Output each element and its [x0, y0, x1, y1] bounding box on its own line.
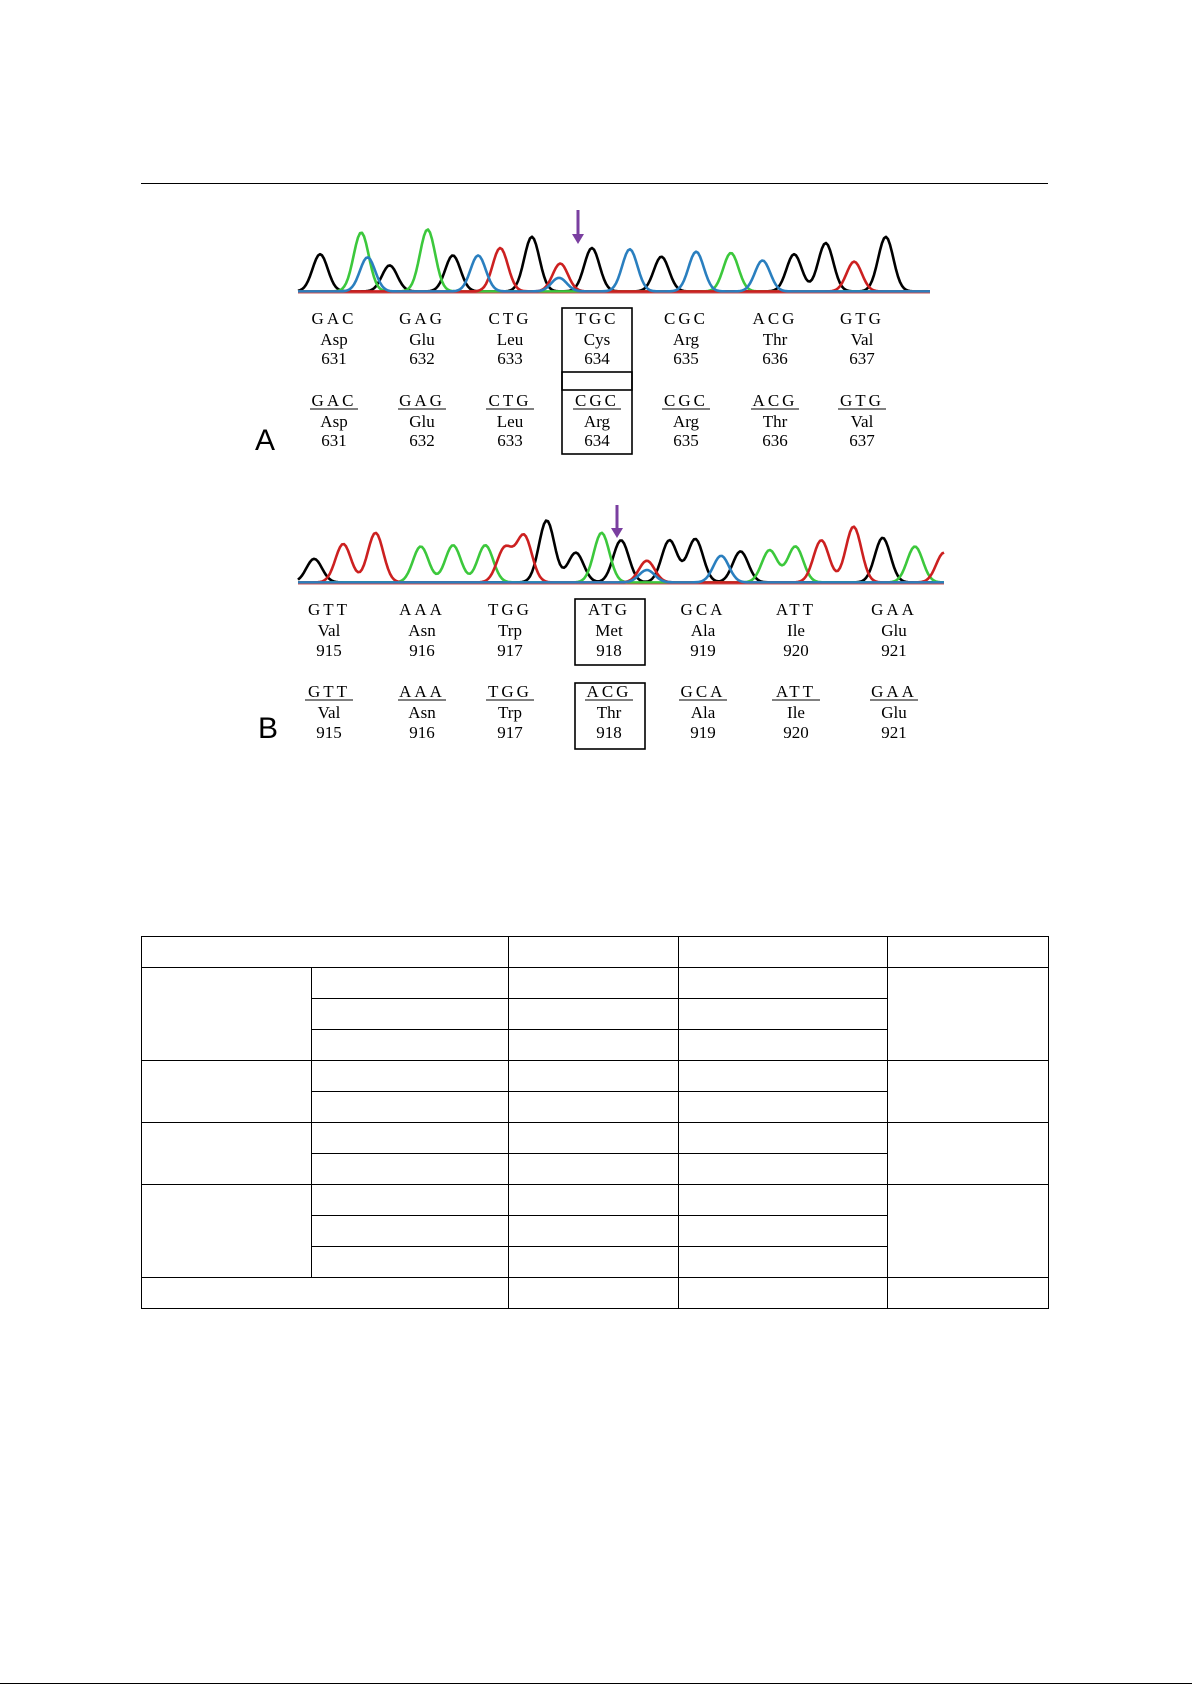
total-cell — [142, 1278, 509, 1309]
table-cell — [312, 1216, 509, 1247]
reference-codon-label: CTG — [488, 391, 532, 410]
mutant-position-label: 915 — [316, 641, 342, 660]
panel-label: B — [258, 712, 279, 745]
mutant-amino-acid-label: Met — [595, 621, 623, 640]
mutant-position-label: 921 — [881, 641, 907, 660]
table-cell — [509, 1061, 679, 1092]
table-cell — [679, 1123, 888, 1154]
group-p-cell — [888, 1123, 1049, 1185]
table-cell — [679, 1030, 888, 1061]
reference-amino-acid-label: Thr — [762, 412, 788, 431]
group-p-cell — [888, 968, 1049, 1061]
mutant-amino-acid-label: Glu — [881, 621, 907, 640]
reference-position-label: 921 — [881, 723, 907, 742]
mutant-position-label: 633 — [497, 349, 523, 368]
reference-position-label: 634 — [584, 431, 610, 450]
table-cell — [509, 1123, 679, 1154]
mutant-amino-acid-label: Val — [850, 330, 874, 349]
table-cell — [679, 1154, 888, 1185]
mutant-amino-acid-label: Asp — [320, 330, 348, 349]
table-cell — [679, 1247, 888, 1278]
reference-codon-label: AAA — [399, 682, 445, 701]
group-p-cell — [888, 1061, 1049, 1123]
mutant-position-label: 917 — [497, 641, 523, 660]
header-cell — [509, 937, 679, 968]
reference-position-label: 637 — [849, 431, 875, 450]
table-row — [142, 937, 1049, 968]
panel-a — [255, 210, 930, 457]
data-table — [141, 936, 1049, 1309]
mutant-position-label: 631 — [321, 349, 347, 368]
reference-codon-label: GTT — [307, 682, 351, 701]
reference-amino-acid-label: Val — [850, 412, 874, 431]
mutant-codon-label: ACG — [752, 309, 798, 328]
table-row — [142, 1185, 1049, 1216]
mutant-codon-label: TGC — [575, 309, 619, 328]
mutant-position-label: 636 — [762, 349, 788, 368]
mutant-codon-label: GAA — [871, 600, 917, 619]
sequencing-figure — [0, 0, 1192, 780]
header-cell — [679, 937, 888, 968]
mutant-codon-label: ATG — [587, 600, 631, 619]
table-cell — [312, 1030, 509, 1061]
table-row — [142, 968, 1049, 999]
mutant-position-label: 637 — [849, 349, 875, 368]
header-cell — [142, 937, 509, 968]
mutant-position-label: 919 — [690, 641, 716, 660]
trace-t — [298, 527, 944, 583]
reference-amino-acid-label: Leu — [496, 412, 524, 431]
table-cell — [312, 999, 509, 1030]
mutant-amino-acid-label: Leu — [496, 330, 524, 349]
table-cell — [312, 1092, 509, 1123]
mutant-amino-acid-label: Ile — [787, 621, 805, 640]
mutant-amino-acid-label: Val — [317, 621, 341, 640]
reference-amino-acid-label: Arg — [583, 412, 611, 431]
reference-codon-label: GAC — [311, 391, 357, 410]
table-cell — [312, 1185, 509, 1216]
reference-amino-acid-label: Asp — [320, 412, 348, 431]
trace-c — [298, 556, 944, 583]
table-cell — [312, 1123, 509, 1154]
reference-codon-label: ACG — [752, 391, 798, 410]
reference-codon-label: TGG — [488, 682, 532, 701]
mutant-position-label: 635 — [673, 349, 699, 368]
reference-position-label: 635 — [673, 431, 699, 450]
mutant-amino-acid-label: Arg — [672, 330, 700, 349]
table-cell — [312, 1247, 509, 1278]
group-cell — [142, 968, 312, 1061]
reference-codon-label: GCA — [680, 682, 726, 701]
mutant-codon-label: GCA — [680, 600, 726, 619]
group-cell — [142, 1185, 312, 1278]
table-cell — [509, 1092, 679, 1123]
reference-codon-label: GTG — [840, 391, 884, 410]
table-cell — [312, 1154, 509, 1185]
mutant-codon-label: GTG — [840, 309, 884, 328]
table-cell — [888, 1278, 1049, 1309]
reference-position-label: 636 — [762, 431, 788, 450]
reference-position-label: 916 — [409, 723, 435, 742]
table-cell — [679, 1216, 888, 1247]
mutant-codon-label: GTT — [307, 600, 351, 619]
reference-amino-acid-label: Val — [317, 703, 341, 722]
reference-position-label: 918 — [596, 723, 622, 742]
mutation-arrow-head — [572, 234, 584, 244]
reference-amino-acid-label: Thr — [596, 703, 622, 722]
table-cell — [679, 1278, 888, 1309]
reference-position-label: 633 — [497, 431, 523, 450]
group-p-cell — [888, 1185, 1049, 1278]
table-row — [142, 1123, 1049, 1154]
reference-codon-label: GAG — [399, 391, 445, 410]
mutant-codon-label: GAG — [399, 309, 445, 328]
mutant-position-label: 632 — [409, 349, 435, 368]
reference-amino-acid-label: Glu — [409, 412, 435, 431]
table-cell — [312, 968, 509, 999]
reference-codon-label: ACG — [586, 682, 632, 701]
reference-amino-acid-label: Arg — [672, 412, 700, 431]
reference-amino-acid-label: Trp — [498, 703, 522, 722]
table-cell — [679, 1061, 888, 1092]
table-cell — [509, 999, 679, 1030]
reference-position-label: 631 — [321, 431, 347, 450]
mutant-amino-acid-label: Thr — [762, 330, 788, 349]
reference-amino-acid-label: Ile — [787, 703, 805, 722]
bottom-rule — [0, 1683, 1192, 1684]
table-cell — [679, 1092, 888, 1123]
mutant-amino-acid-label: Ala — [690, 621, 716, 640]
panel-label: A — [255, 424, 276, 457]
mutant-position-label: 916 — [409, 641, 435, 660]
reference-position-label: 915 — [316, 723, 342, 742]
mutant-position-label: 920 — [783, 641, 809, 660]
panel-b — [258, 505, 944, 749]
mutant-amino-acid-label: Cys — [583, 330, 611, 349]
group-cell — [142, 1061, 312, 1123]
table-cell — [509, 1216, 679, 1247]
header-cell — [888, 937, 1049, 968]
reference-codon-label: CGC — [664, 391, 708, 410]
mutant-codon-label: GAC — [311, 309, 357, 328]
reference-codon-label: GAA — [871, 682, 917, 701]
mutant-codon-label: AAA — [399, 600, 445, 619]
table-cell — [509, 968, 679, 999]
table-row — [142, 1278, 1049, 1309]
mutant-codon-label: ATT — [775, 600, 817, 619]
table-cell — [509, 1185, 679, 1216]
reference-amino-acid-label: Glu — [881, 703, 907, 722]
trace-g — [298, 237, 930, 292]
trace-a — [298, 230, 930, 292]
reference-position-label: 917 — [497, 723, 523, 742]
table-cell — [679, 968, 888, 999]
table-row — [142, 1061, 1049, 1092]
group-cell — [142, 1123, 312, 1185]
reference-position-label: 632 — [409, 431, 435, 450]
mutant-codon-label: TGG — [488, 600, 532, 619]
mutant-position-label: 634 — [584, 349, 610, 368]
table-cell — [509, 1154, 679, 1185]
reference-position-label: 920 — [783, 723, 809, 742]
mutant-amino-acid-label: Trp — [498, 621, 522, 640]
reference-amino-acid-label: Asn — [408, 703, 436, 722]
reference-amino-acid-label: Ala — [690, 703, 716, 722]
mutant-amino-acid-label: Asn — [408, 621, 436, 640]
reference-codon-label: CGC — [575, 391, 619, 410]
reference-position-label: 919 — [690, 723, 716, 742]
reference-codon-label: ATT — [775, 682, 817, 701]
mutant-codon-label: CTG — [488, 309, 532, 328]
table-cell — [679, 1185, 888, 1216]
mutant-codon-label: CGC — [664, 309, 708, 328]
mutant-amino-acid-label: Glu — [409, 330, 435, 349]
mutation-arrow-head — [611, 528, 623, 538]
table-cell — [509, 1030, 679, 1061]
table-cell — [312, 1061, 509, 1092]
mutant-position-label: 918 — [596, 641, 622, 660]
table-cell — [509, 1247, 679, 1278]
table-cell — [679, 999, 888, 1030]
table-cell — [509, 1278, 679, 1309]
